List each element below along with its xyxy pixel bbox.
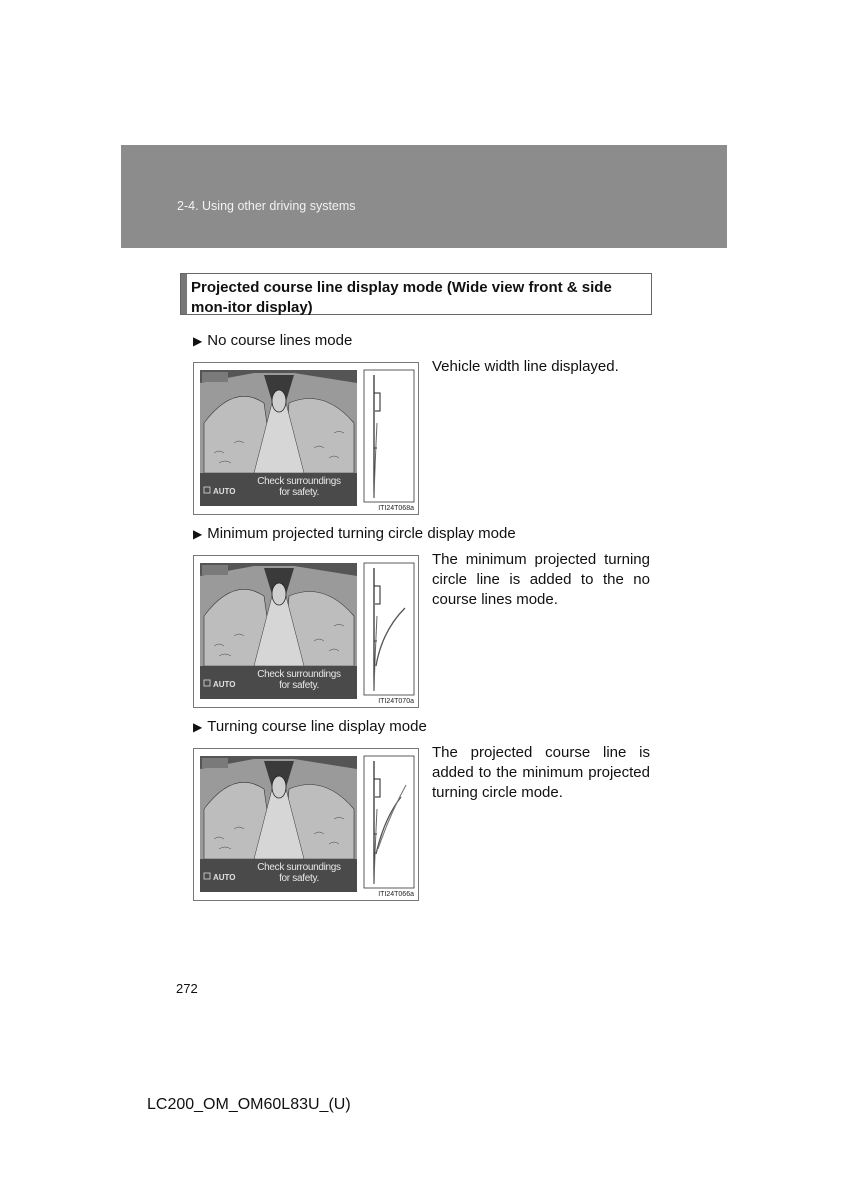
auto-label: AUTO — [213, 487, 236, 496]
bullet-arrow-icon: ▶ — [193, 720, 203, 734]
figure-code: ITI24T068a — [378, 505, 414, 512]
figure-code: ITI24T066a — [378, 891, 414, 898]
screen-message: Check surroundings for safety. — [257, 669, 341, 691]
mode-title-minimum-turning-circle: ▶ Minimum projected turning circle display mode — [193, 525, 516, 542]
figure-code: ITI24T070a — [378, 698, 414, 705]
figure-no-course-lines — [193, 362, 419, 515]
mode-description: Vehicle width line displayed. — [432, 358, 619, 375]
auto-label: AUTO — [213, 680, 236, 689]
bullet-arrow-icon: ▶ — [193, 334, 203, 348]
screen-message: Check surroundings for safety. — [257, 476, 341, 498]
page-number: 272 — [176, 981, 198, 996]
figure-minimum-turning-circle — [193, 555, 419, 708]
mode-title-no-course-lines: ▶ No course lines mode — [193, 332, 353, 349]
bullet-arrow-icon: ▶ — [193, 527, 203, 541]
header-band — [121, 145, 727, 248]
heading-accent-bar — [181, 274, 187, 314]
section-heading: Projected course line display mode (Wide view front & side mon-itor display) — [191, 279, 612, 316]
document-code: LC200_OM_OM60L83U_(U) — [147, 1096, 351, 1113]
mode-description: The projected course line is added to the minimum projected turning circle mode. — [432, 744, 650, 801]
mode-title-turning-course-line: ▶ Turning course line display mode — [193, 718, 427, 735]
auto-label: AUTO — [213, 873, 236, 882]
figure-turning-course-line — [193, 748, 419, 901]
section-heading-box — [180, 273, 652, 315]
section-label: 2-4. Using other driving systems — [177, 199, 356, 213]
screen-message: Check surroundings for safety. — [257, 862, 341, 884]
mode-description: The minimum projected turning circle line is added to the no course lines mode. — [432, 551, 650, 608]
